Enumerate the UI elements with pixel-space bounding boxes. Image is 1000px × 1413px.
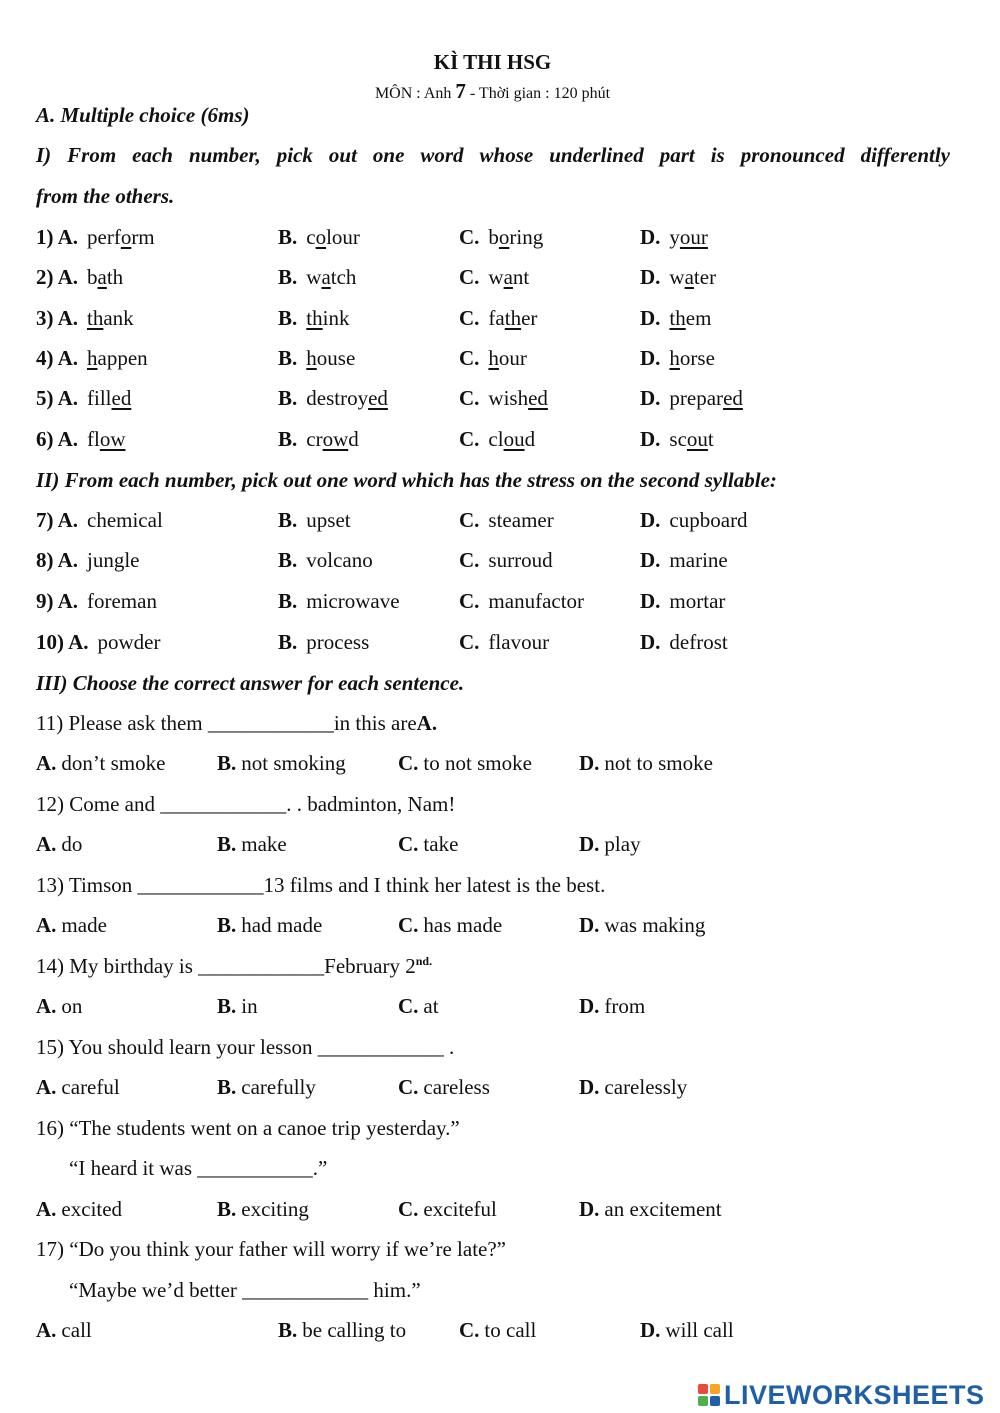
- part2-q7-option-d[interactable]: D. cupboard: [640, 508, 748, 532]
- word: hour: [488, 346, 527, 370]
- q14-option-a[interactable]: A. on: [36, 994, 83, 1018]
- question-17-reply: “Maybe we’d better ____________ him.”: [69, 1278, 421, 1302]
- word: water: [669, 265, 717, 289]
- q12-option-a[interactable]: A. do: [36, 832, 83, 856]
- q17-option-a[interactable]: A. call: [36, 1318, 92, 1342]
- part1-q3-option-b[interactable]: B. think: [278, 306, 350, 330]
- part1-q6-option-b[interactable]: B. crowd: [278, 427, 359, 451]
- underlined-part: a: [503, 265, 513, 289]
- underlined-part: h: [488, 346, 499, 370]
- word: wished: [488, 386, 548, 410]
- exam-subtitle: MÔN : Anh 7 - Thời gian : 120 phút: [374, 79, 611, 103]
- word: filled: [87, 386, 132, 410]
- part1-q6-option-c[interactable]: C. cloud: [459, 427, 536, 451]
- word: cloud: [488, 427, 536, 451]
- q13-option-c[interactable]: C. has made: [398, 913, 503, 937]
- part1-heading: I) From each number, pick out one word whose underlined part is pronounced differently: [36, 143, 950, 167]
- logo-square-green: [698, 1396, 708, 1406]
- underlined-part: th: [669, 306, 686, 330]
- underlined-part: h: [306, 346, 317, 370]
- part2-heading: II) From each number, pick out one word which has the stress on the second syllable:: [36, 468, 777, 492]
- part2-q8-option-b[interactable]: B. volcano: [278, 548, 373, 572]
- part2-q9-option-d[interactable]: D. mortar: [640, 589, 726, 613]
- part1-q4-option-a[interactable]: 4) A. happen: [36, 346, 148, 370]
- underlined-part: a: [684, 265, 694, 289]
- underlined-part: ou: [686, 427, 708, 451]
- part2-q10-option-c[interactable]: C. flavour: [459, 630, 550, 654]
- logo-square-red: [698, 1384, 708, 1394]
- underlined-part: ow: [99, 427, 126, 451]
- underlined-part: our: [679, 225, 708, 249]
- word: watch: [306, 265, 357, 289]
- q15-option-c[interactable]: C. careless: [398, 1075, 490, 1099]
- q15-option-d[interactable]: D. carelessly: [579, 1075, 688, 1099]
- word: them: [669, 306, 712, 330]
- question-16-reply: “I heard it was ___________.”: [69, 1156, 328, 1180]
- q15-option-a[interactable]: A. careful: [36, 1075, 120, 1099]
- q16-option-a[interactable]: A. excited: [36, 1197, 123, 1221]
- word: happen: [87, 346, 148, 370]
- part1-q4-option-d[interactable]: D. horse: [640, 346, 715, 370]
- part1-q4-option-b[interactable]: B. house: [278, 346, 356, 370]
- part2-q8-option-d[interactable]: D. marine: [640, 548, 728, 572]
- part2-q7-option-a[interactable]: 7) A. chemical: [36, 508, 163, 532]
- part1-q6-option-a[interactable]: 6) A. flow: [36, 427, 126, 451]
- question-15: 15) You should learn your lesson ____________ .: [36, 1035, 455, 1059]
- part2-q7-option-c[interactable]: C. steamer: [459, 508, 554, 532]
- q11-option-b[interactable]: B. not smoking: [217, 751, 346, 775]
- logo-square-blue: [710, 1396, 720, 1406]
- part2-q9-option-a[interactable]: 9) A. foreman: [36, 589, 157, 613]
- part1-q2-option-c[interactable]: C. want: [459, 265, 530, 289]
- underlined-part: ed: [368, 386, 388, 410]
- part2-q8-option-c[interactable]: C. surroud: [459, 548, 553, 572]
- word: your: [669, 225, 708, 249]
- part1-q1-option-c[interactable]: C. boring: [459, 225, 544, 249]
- question-12: 12) Come and ____________. . badminton, Nam!: [36, 792, 456, 816]
- part2-q9-option-b[interactable]: B. microwave: [278, 589, 400, 613]
- part1-q2-option-d[interactable]: D. water: [640, 265, 717, 289]
- underlined-part: o: [315, 225, 327, 249]
- underlined-part: ed: [111, 386, 132, 410]
- question-16: 16) “The students went on a canoe trip yesterday.”: [36, 1116, 460, 1140]
- q12-option-c[interactable]: C. take: [398, 832, 459, 856]
- part2-q10-option-b[interactable]: B. process: [278, 630, 370, 654]
- underlined-part: ou: [503, 427, 525, 451]
- q14-option-b[interactable]: B. in: [217, 994, 258, 1018]
- underlined-part: ow: [322, 427, 349, 451]
- part1-q5-option-b[interactable]: B. destroyed: [278, 386, 388, 410]
- q15-option-b[interactable]: B. carefully: [217, 1075, 316, 1099]
- part1-heading-cont: from the others.: [36, 184, 175, 208]
- word: want: [488, 265, 530, 289]
- word: bath: [87, 265, 124, 289]
- question-14: 14) My birthday is ____________February $2^{nd.}$: [36, 954, 433, 978]
- q14-option-d[interactable]: D. from: [579, 994, 646, 1018]
- underlined-part: th: [87, 306, 104, 330]
- part3-heading: III) Choose the correct answer for each sentence.: [36, 671, 465, 695]
- q11-option-a[interactable]: A. don’t smoke: [36, 751, 166, 775]
- q17-option-d[interactable]: D. will call: [640, 1318, 734, 1342]
- part1-q3-option-a[interactable]: 3) A. thank: [36, 306, 134, 330]
- part2-q8-option-a[interactable]: 8) A. jungle: [36, 548, 140, 572]
- question-11: 11) Please ask them ____________in this areA.: [36, 711, 438, 735]
- q14-option-c[interactable]: C. at: [398, 994, 439, 1018]
- q11-option-c[interactable]: C. to not smoke: [398, 751, 532, 775]
- q11-option-d[interactable]: D. not to smoke: [579, 751, 713, 775]
- underlined-part: a: [97, 265, 107, 289]
- q12-option-d[interactable]: D. play: [579, 832, 641, 856]
- word: scout: [669, 427, 714, 451]
- word: thank: [87, 306, 134, 330]
- part2-q10-option-a[interactable]: 10) A. powder: [36, 630, 161, 654]
- underlined-part: o: [498, 225, 510, 249]
- part1-q5-option-a[interactable]: 5) A. filled: [36, 386, 132, 410]
- part2-q9-option-c[interactable]: C. manufactor: [459, 589, 585, 613]
- word: crowd: [306, 427, 359, 451]
- q12-option-b[interactable]: B. make: [217, 832, 287, 856]
- word: colour: [306, 225, 360, 249]
- underlined-part: ed: [528, 386, 548, 410]
- underlined-part: th: [504, 306, 522, 330]
- q13-option-a[interactable]: A. made: [36, 913, 107, 937]
- word: destroyed: [306, 386, 388, 410]
- part1-q3-option-d[interactable]: D. them: [640, 306, 712, 330]
- underlined-part: h: [87, 346, 98, 370]
- exam-title: KÌ THI HSG: [433, 50, 552, 74]
- word: father: [488, 306, 538, 330]
- part1-q5-option-c[interactable]: C. wished: [459, 386, 548, 410]
- q17-option-c[interactable]: C. to call: [459, 1318, 537, 1342]
- word: flow: [87, 427, 126, 451]
- q17-option-b[interactable]: B. be calling to: [278, 1318, 407, 1342]
- q16-option-b[interactable]: B. exciting: [217, 1197, 309, 1221]
- part1-q3-option-c[interactable]: C. father: [459, 306, 538, 330]
- q16-option-d[interactable]: D. an excitement: [579, 1197, 722, 1221]
- question-13: 13) Timson ____________13 films and I think her latest is the best.: [36, 873, 606, 897]
- part1-q4-option-c[interactable]: C. hour: [459, 346, 527, 370]
- underlined-part: a: [321, 265, 331, 289]
- part1-q2-option-b[interactable]: B. watch: [278, 265, 357, 289]
- part1-q1-option-d[interactable]: D. your: [640, 225, 708, 249]
- word: prepared: [669, 386, 743, 410]
- underlined-part: th: [306, 306, 323, 330]
- section-a-heading: A. Multiple choice (6ms): [36, 103, 250, 127]
- underlined-part: ed: [723, 386, 743, 410]
- word: perform: [87, 225, 155, 249]
- question-17: 17) “Do you think your father will worry if we’re late?”: [36, 1237, 506, 1261]
- word: horse: [669, 346, 715, 370]
- part1-q6-option-d[interactable]: D. scout: [640, 427, 714, 451]
- liveworksheets-logo: [698, 1380, 985, 1410]
- part1-q1-option-a[interactable]: 1) A. perform: [36, 225, 155, 249]
- part1-q2-option-a[interactable]: 2) A. bath: [36, 265, 124, 289]
- logo-square-orange: [710, 1384, 720, 1394]
- q13-option-d[interactable]: D. was making: [579, 913, 706, 937]
- part2-q10-option-d[interactable]: D. defrost: [640, 630, 728, 654]
- word: house: [306, 346, 356, 370]
- underlined-part: o: [120, 225, 132, 249]
- part2-q7-option-b[interactable]: B. upset: [278, 508, 351, 532]
- q13-option-b[interactable]: B. had made: [217, 913, 323, 937]
- word: think: [306, 306, 350, 330]
- part1-q5-option-d[interactable]: D. prepared: [640, 386, 743, 410]
- underlined-part: h: [669, 346, 680, 370]
- word: boring: [488, 225, 544, 249]
- liveworksheets-icon: [698, 1384, 720, 1406]
- part1-q1-option-b[interactable]: B. colour: [278, 225, 360, 249]
- logo-text: LIVEWORKSHEETS: [724, 1379, 985, 1410]
- q16-option-c[interactable]: C. exciteful: [398, 1197, 497, 1221]
